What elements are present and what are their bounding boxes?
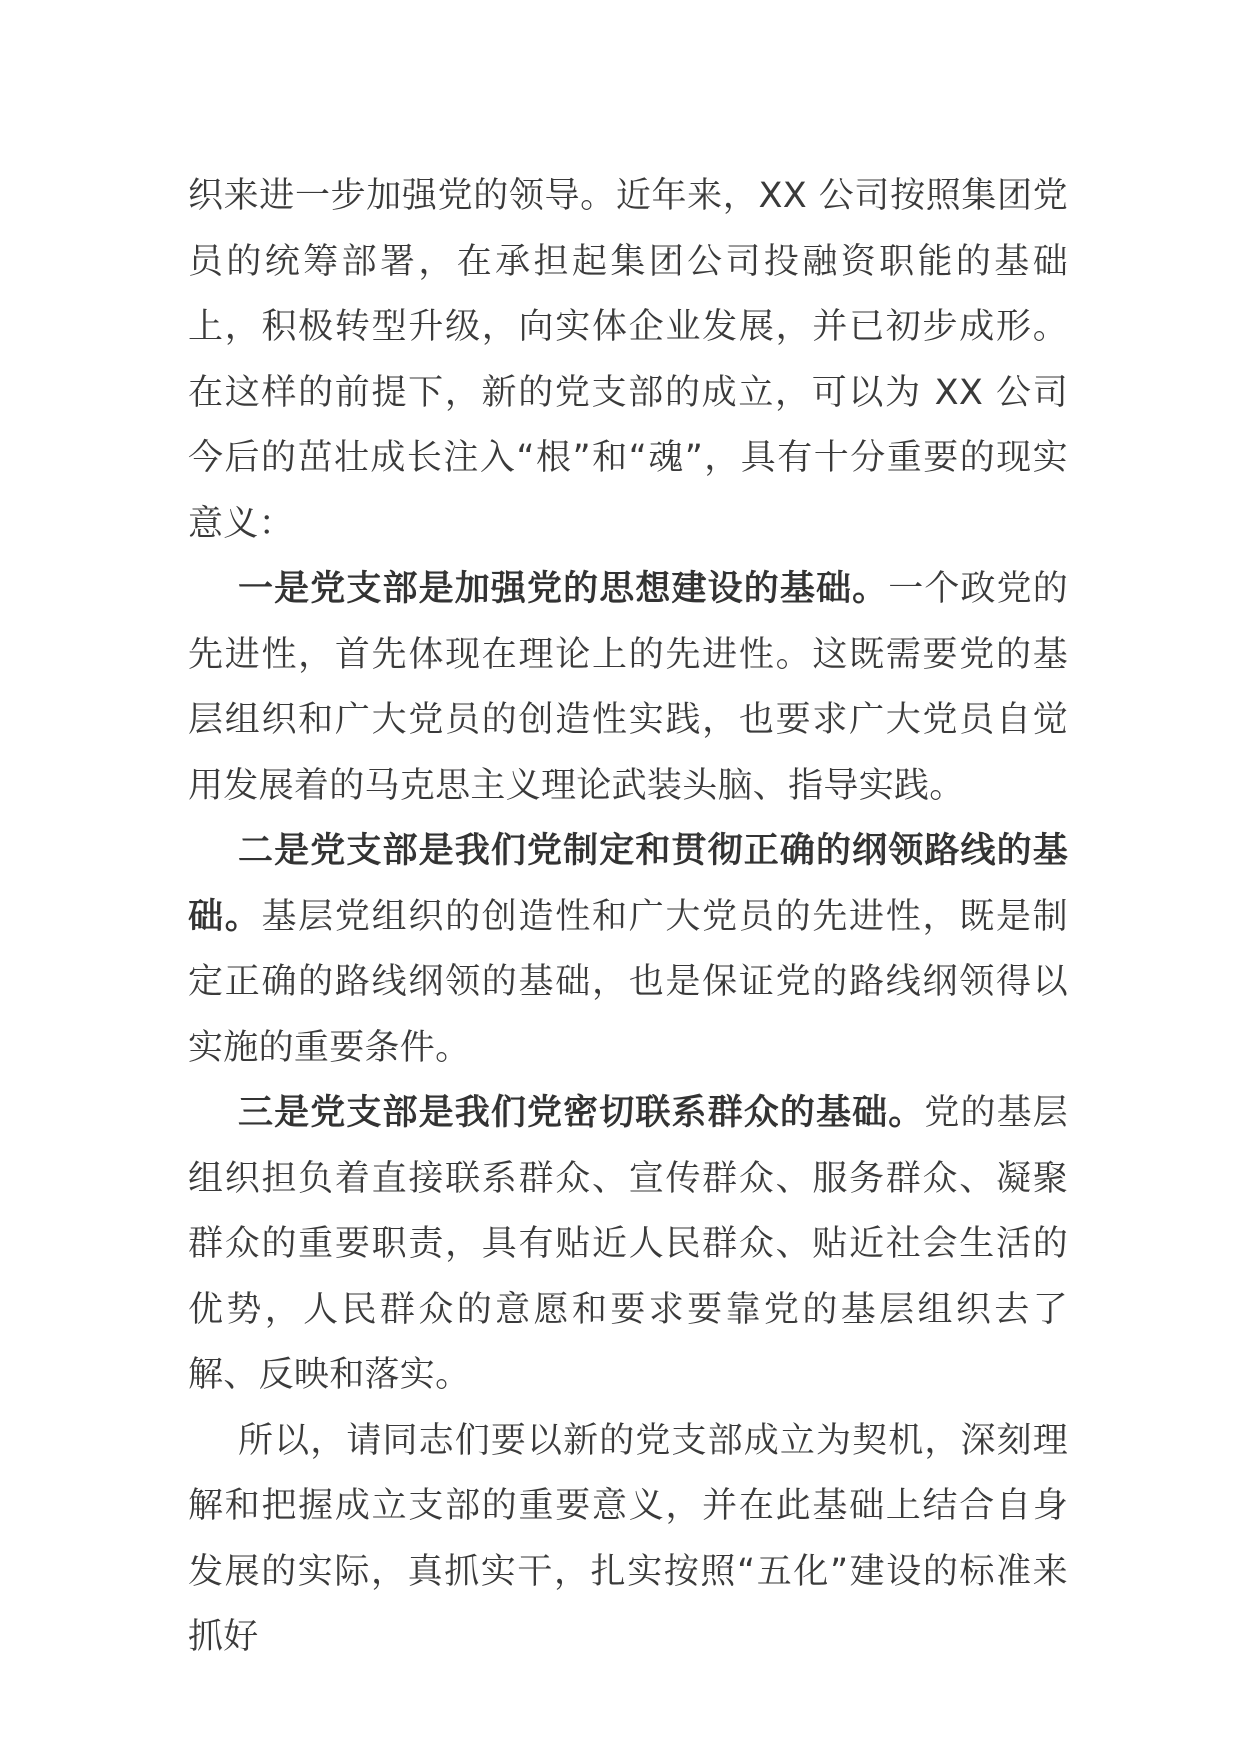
paragraph-text: 基层党组织的创造性和广大党员的先进性，既是制定正确的路线纲领的基础，也是保证党的路线纲领得以实施的重要条件。 — [188, 896, 1068, 1068]
paragraph-heading: 一是党支部是加强党的思想建设的基础。 — [238, 569, 889, 609]
paragraph-point-three — [188, 1081, 1068, 1409]
paragraph-heading: 三是党支部是我们党密切联系群众的基础。 — [238, 1093, 925, 1133]
paragraph-point-one — [188, 557, 1068, 819]
paragraph-text: 党的基层组织担负着直接联系群众、宣传群众、服务群众、凝聚群众的重要职责，具有贴近人民群众、贴近社会生活的优势，人民群众的意愿和要求要靠党的基层组织去了解、反映和落实。 — [188, 1093, 1068, 1395]
paragraph-text: 织来进一步加强党的领导。近年来，XX 公司按照集团党员的统筹部署，在承担起集团公司投融资职能的基础上，积极转型升级，向实体企业发展，并已初步成形。在这样的前提下，新的党支部的成立，可以为 XX 公司今后的茁壮成长注入“根”和“魂”，具有十分重要的现实意义： — [188, 176, 1068, 544]
paragraph-point-two — [188, 819, 1068, 1081]
paragraph-conclusion — [188, 1409, 1068, 1671]
paragraph-continuation — [188, 164, 1068, 557]
paragraph-text: 所以，请同志们要以新的党支部成立为契机，深刻理解和把握成立支部的重要意义，并在此基础上结合自身发展的实际，真抓实干，扎实按照“五化”建设的标准来抓好 — [188, 1420, 1068, 1657]
paragraph-heading: 二是党支部是我们党制定和贯彻正确的纲领路线的基础。 — [188, 831, 1068, 937]
document-body — [188, 164, 1068, 1671]
paragraph-text: 一个政党的先进性，首先体现在理论上的先进性。这既需要党的基层组织和广大党员的创造性实践，也要求广大党员自觉用发展着的马克思主义理论武装头脑、指导实践。 — [188, 569, 1068, 806]
